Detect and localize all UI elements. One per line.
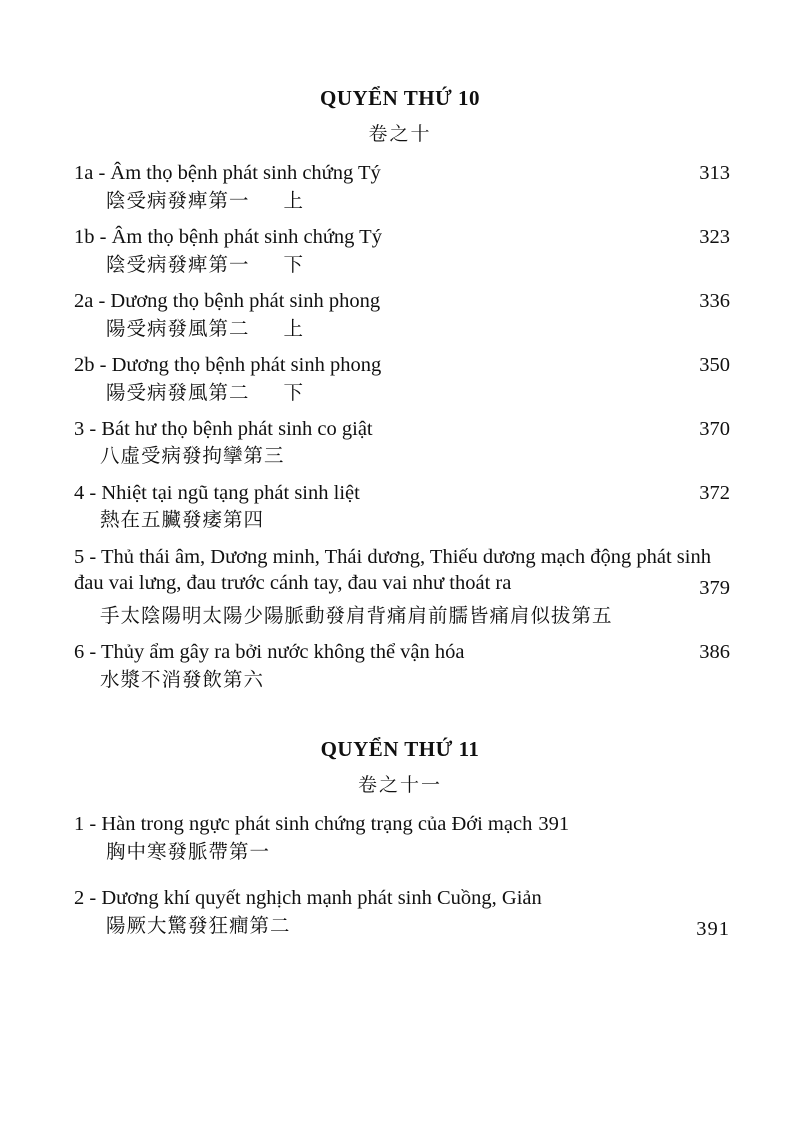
toc-entry-title-vi: 1b - Âm thọ bệnh phát sinh chứng Tý bbox=[74, 225, 382, 248]
toc-entry-title-vi: 2 - Dương khí quyết nghịch mạnh phát sinh Cuồng, Giản bbox=[74, 886, 542, 909]
han-main: 陽厥大驚發狂癎第二 bbox=[106, 915, 291, 937]
han-suffix: 上 bbox=[283, 190, 305, 212]
toc-entry-title-han bbox=[70, 508, 730, 534]
toc-entry-main bbox=[70, 416, 730, 443]
toc-entry bbox=[70, 639, 730, 694]
entry-spacer bbox=[70, 875, 730, 885]
toc-section bbox=[70, 86, 730, 694]
toc-entry-main bbox=[70, 352, 730, 379]
han-main: 陰受病發痺第一 bbox=[106, 190, 250, 212]
toc-entry-main bbox=[70, 160, 730, 187]
section-subtitle: 卷之十 bbox=[368, 124, 432, 145]
han-main: 胸中寒發脈帶第一 bbox=[106, 841, 271, 863]
toc-entry-title-han bbox=[70, 381, 730, 407]
han-main: 八虛受病發拘攣第三 bbox=[100, 446, 285, 468]
toc-entry bbox=[70, 224, 730, 279]
han-suffix: 下 bbox=[283, 254, 305, 276]
section-title: QUYỂN THỨ 10 bbox=[319, 86, 480, 110]
toc-entry bbox=[70, 544, 730, 630]
toc-entry-page: 323 bbox=[699, 225, 730, 248]
toc-entry-title-vi: 2a - Dương thọ bệnh phát sinh phong bbox=[74, 289, 381, 312]
toc-entry-title-vi-text: 1 - Hàn trong ngực phát sinh chứng trạng của Đới mạch bbox=[74, 812, 533, 835]
toc-entry-title-han bbox=[70, 444, 730, 470]
han-suffix: 下 bbox=[283, 382, 305, 404]
toc-entry-title-han bbox=[70, 914, 730, 940]
toc-entry-page: 370 bbox=[699, 417, 730, 440]
toc-entry bbox=[70, 885, 730, 940]
toc-entry bbox=[70, 352, 730, 407]
han-suffix: 上 bbox=[283, 318, 305, 340]
toc-entry-main bbox=[70, 224, 730, 251]
toc-entry bbox=[70, 811, 730, 866]
toc-entry bbox=[70, 416, 730, 471]
han-main: 水漿不消發飲第六 bbox=[100, 669, 265, 691]
toc-entry-title-vi: 3 - Bát hư thọ bệnh phát sinh co giật bbox=[74, 417, 373, 440]
toc-entry-title-han bbox=[70, 317, 730, 343]
toc-entry-title-vi: 6 - Thủy ẩm gây ra bởi nước không thể vận hóa bbox=[74, 640, 465, 663]
toc-entry-title-han bbox=[70, 604, 730, 630]
toc-entry-main bbox=[70, 288, 730, 315]
toc-entry-title-vi: 5 - Thủ thái âm, Dương minh, Thái dương, Thiếu dương mạch động phát sinh đau vai lưng, đau trước cánh tay, đau vai như thoát ra bbox=[74, 545, 711, 595]
toc-entry-title-han bbox=[70, 189, 730, 215]
table-of-contents bbox=[70, 86, 730, 949]
toc-entry-page: 386 bbox=[699, 640, 730, 663]
toc-entry-page: 313 bbox=[699, 162, 730, 184]
toc-entry-page: 350 bbox=[699, 353, 730, 376]
section-subtitle: 卷之十一 bbox=[357, 774, 442, 796]
han-main: 陽受病發風第二 bbox=[106, 382, 250, 404]
han-main: 陽受病發風第二 bbox=[106, 318, 250, 340]
toc-entry-main bbox=[70, 544, 730, 602]
toc-entry-page: 391 bbox=[538, 812, 570, 835]
toc-entry-title-han bbox=[70, 668, 730, 694]
toc-entry-main bbox=[70, 885, 730, 912]
han-main: 手太陰陽明太陽少陽脈動發肩背痛肩前臑皆痛肩似拔第五 bbox=[100, 605, 613, 627]
toc-entry-main bbox=[70, 639, 730, 666]
toc-entry-page: 372 bbox=[699, 481, 730, 504]
section-spacer bbox=[70, 703, 730, 737]
han-main: 熱在五臟發痿第四 bbox=[100, 510, 265, 532]
toc-entry bbox=[70, 160, 730, 215]
section-title: QUYỂN THỨ 11 bbox=[320, 736, 480, 761]
toc-entry-title-vi: 1a - Âm thọ bệnh phát sinh chứng Tý bbox=[74, 162, 381, 184]
toc-entry-page: 336 bbox=[699, 289, 730, 312]
toc-entry-title-vi bbox=[70, 811, 730, 838]
toc-entry bbox=[70, 480, 730, 535]
toc-entry bbox=[70, 288, 730, 343]
toc-entry-main bbox=[70, 811, 730, 838]
toc-entry-main bbox=[70, 480, 730, 507]
han-main: 陰受病發痺第一 bbox=[106, 254, 250, 276]
toc-entry-title-han bbox=[70, 840, 730, 866]
toc-entry-page: 391 bbox=[696, 917, 730, 940]
toc-section bbox=[70, 737, 730, 940]
toc-entry-title-han bbox=[70, 253, 730, 279]
toc-entry-title-vi: 4 - Nhiệt tại ngũ tạng phát sinh liệt bbox=[74, 481, 360, 504]
toc-entry-page: 379 bbox=[699, 577, 730, 599]
toc-entry-title-vi: 2b - Dương thọ bệnh phát sinh phong bbox=[74, 353, 382, 376]
